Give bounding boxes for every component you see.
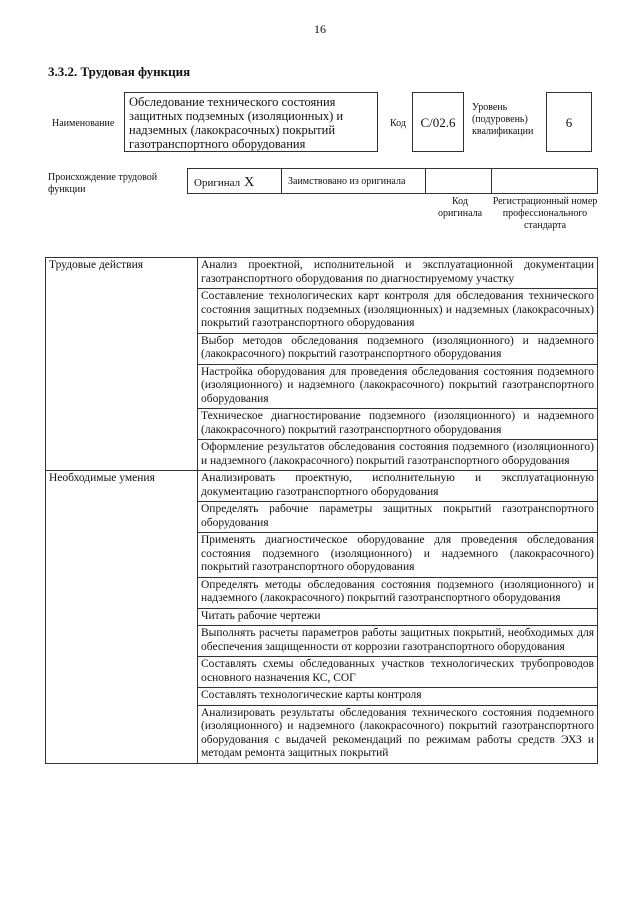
item-cell: Читать рабочие чертежи — [198, 608, 598, 626]
section-title: 3.3.2. Трудовая функция — [48, 64, 191, 79]
code-value-box: С/02.6 — [412, 92, 464, 152]
function-table-body — [46, 258, 598, 764]
registration-cell — [492, 169, 597, 193]
item-cell: Определять методы обследования состояния подземного (изоляционного) и надземного (лакокрасочного) покрытий газотранспортного оборудования — [198, 577, 598, 608]
category-cell: Необходимые умения — [46, 471, 198, 764]
table-row — [46, 471, 598, 502]
function-table — [45, 257, 598, 764]
code-original-caption: Код оригинала — [437, 196, 483, 219]
page-number: 16 — [314, 22, 326, 36]
category-cell: Трудовые действия — [46, 258, 198, 471]
name-label: Наименование — [52, 118, 115, 129]
table-row — [46, 258, 598, 289]
original-label: Оригинал — [194, 177, 241, 189]
item-cell: Анализировать проектную, исполнительную и эксплуатационную документацию газотранспортного оборудования — [198, 471, 598, 502]
item-cell: Настройка оборудования для проведения обследования состояния подземного (изоляционного) и надземного (лакокрасочного) покрытий газотранспортного оборудования — [198, 364, 598, 409]
borrowed-cell: Заимствовано из оригинала — [282, 169, 426, 193]
item-cell: Оформление результатов обследования состояния подземного (изоляционного) и надземного (лакокрасочного) покрытий газотранспортного оборудования — [198, 440, 598, 471]
origin-row — [187, 168, 598, 194]
registration-caption: Регистрационный номер профессионального стандарта — [492, 196, 598, 231]
item-cell: Анализировать результаты обследования технического состояния подземного (изоляционного) и надземного (лакокрасочного) покрытий газотранспортного оборудования с выдачей рекомендаций по режимам работы средств ЭХЗ и методам ремонта защитных покрытий — [198, 705, 598, 763]
code-original-cell — [426, 169, 492, 193]
level-label: Уровень (подуровень) квалификации — [472, 102, 534, 137]
item-cell: Выбор методов обследования подземного (изоляционного) и надземного (лакокрасочного) покрытий газотранспортного оборудования — [198, 333, 598, 364]
item-cell: Определять рабочие параметры защитных покрытий газотранспортного оборудования — [198, 502, 598, 533]
function-name-box: Обследование технического состояния защитных подземных (изоляционных) и надземных (лакокрасочных) покрытий газотранспортного оборудования — [124, 92, 378, 152]
item-cell: Выполнять расчеты параметров работы защитных покрытий, необходимых для обеспечения защищенности от коррозии газотранспортного оборудования — [198, 626, 598, 657]
item-cell: Составление технологических карт контроля для обследования технического состояния защитных подземных (изоляционных) и надземных (лакокрасочных) покрытий газотранспортного оборудования — [198, 289, 598, 334]
level-value-box: 6 — [546, 92, 592, 152]
origin-label: Происхождение трудовой функции — [48, 172, 158, 195]
item-cell: Составлять технологические карты контроля — [198, 688, 598, 706]
item-cell: Техническое диагностирование подземного (изоляционного) и надземного (лакокрасочного) покрытий газотранспортного оборудования — [198, 409, 598, 440]
original-mark: X — [244, 175, 255, 190]
item-cell: Применять диагностическое оборудование для проведения обследования состояния подземного (изоляционного) и надземного (лакокрасочного) покрытий газотранспортного оборудования — [198, 533, 598, 578]
item-cell: Составлять схемы обследованных участков технологических трубопроводов основного назначения КС, СОГ — [198, 657, 598, 688]
code-label: Код — [390, 118, 406, 129]
original-cell — [188, 169, 282, 193]
item-cell: Анализ проектной, исполнительной и эксплуатационной документации газотранспортного оборудования по диагностируемому участку — [198, 258, 598, 289]
